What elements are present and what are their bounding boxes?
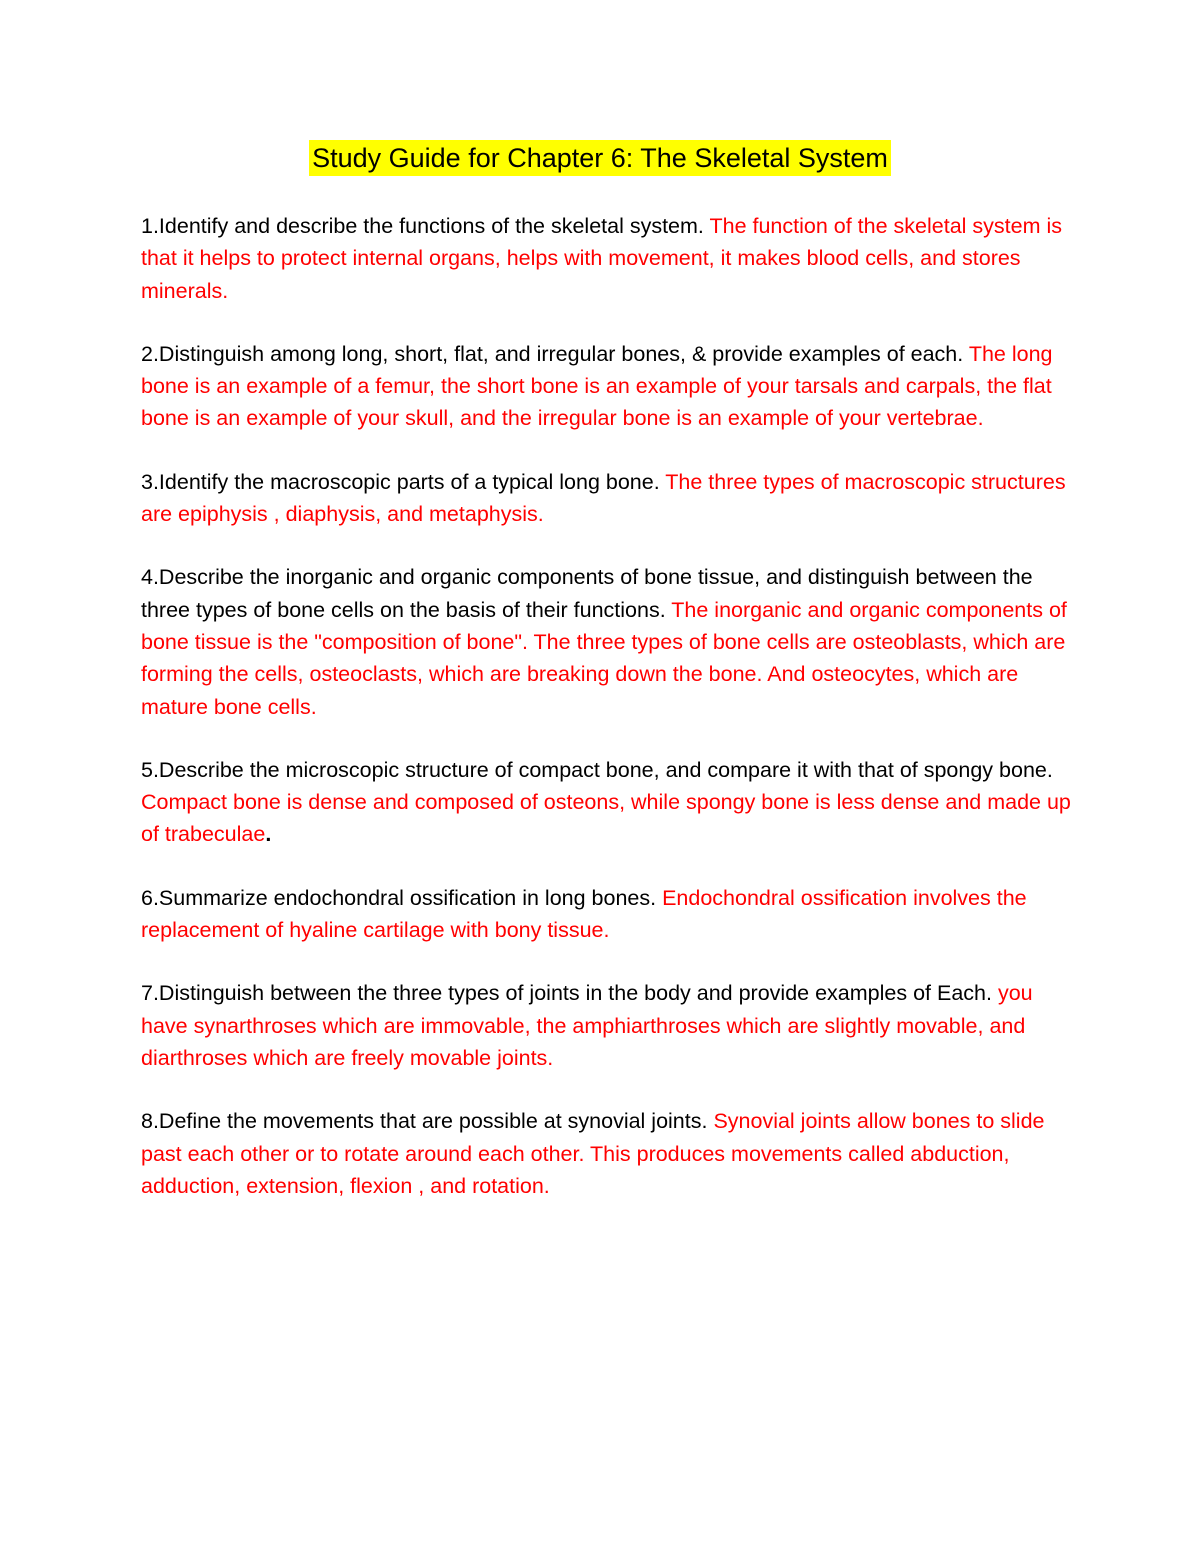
question-text: 3.Identify the macroscopic parts of a typical long bone. — [141, 469, 666, 494]
question-item-6 — [141, 882, 1071, 947]
question-item-7 — [141, 977, 1071, 1074]
question-text: 7.Distinguish between the three types of joints in the body and provide examples of Each. — [141, 981, 998, 1006]
question-text: 1.Identify and describe the functions of the skeletal system. — [141, 214, 710, 238]
answer-text: The inorganic and organic components of bone tissue is the "composition of bone". The three types of bone cells are osteoblasts, which are forming the cells, osteoclasts, which are breaking down the bone. And osteocytes, which are mature bone cells. — [141, 597, 1067, 719]
question-text: 8.Define the movements that are possible at synovial joints. — [141, 1109, 714, 1134]
title-container — [0, 140, 1200, 176]
question-list — [141, 210, 1071, 1233]
question-text: 6.Summarize endochondral ossification in long bones. — [141, 885, 663, 910]
answer-text: Compact bone is dense and composed of osteons, while spongy bone is less dense and made up of trabeculae — [141, 790, 1071, 847]
page-title: Study Guide for Chapter 6: The Skeletal System — [309, 140, 891, 176]
question-item-8 — [141, 1105, 1071, 1202]
answer-text: The long bone is an example of a femur, the short bone is an example of your tarsals and carpals, the flat bone is an example of your skull, and the irregular bone is an example of your vertebrae. — [141, 341, 1053, 431]
question-item-4 — [141, 561, 1071, 722]
answer-text: Synovial joints allow bones to slide past each other or to rotate around each other. This produces movements called abduction, adduction, extension, flexion , and rotation. — [141, 1109, 1045, 1198]
question-item-5 — [141, 754, 1071, 851]
question-text: 2.Distinguish among long, short, flat, and irregular bones, & provide examples of each. — [141, 341, 969, 366]
question-item-1 — [141, 210, 1071, 307]
question-text: 4.Describe the inorganic and organic components of bone tissue, and distinguish between the three types of bone cells on the basis of their functions. — [141, 565, 1033, 622]
question-item-2 — [141, 338, 1071, 435]
answer-text: The function of the skeletal system is that it helps to protect internal organs, helps with movement, it makes blood cells, and stores minerals. — [141, 214, 1063, 303]
answer-text: Endochondral ossification involves the replacement of hyaline cartilage with bony tissue. — [141, 885, 1027, 943]
question-text: 5.Describe the microscopic structure of compact bone, and compare it with that of spongy bone. — [141, 757, 1053, 782]
answer-text: The three types of macroscopic structures are epiphysis , diaphysis, and metaphysis. — [141, 469, 1066, 527]
question-item-3 — [141, 466, 1071, 531]
answer-tail: . — [265, 822, 272, 847]
answer-text: you have synarthroses which are immovable, the amphiarthroses which are slightly movable, and diarthroses which are freely movable joints. — [141, 981, 1033, 1070]
